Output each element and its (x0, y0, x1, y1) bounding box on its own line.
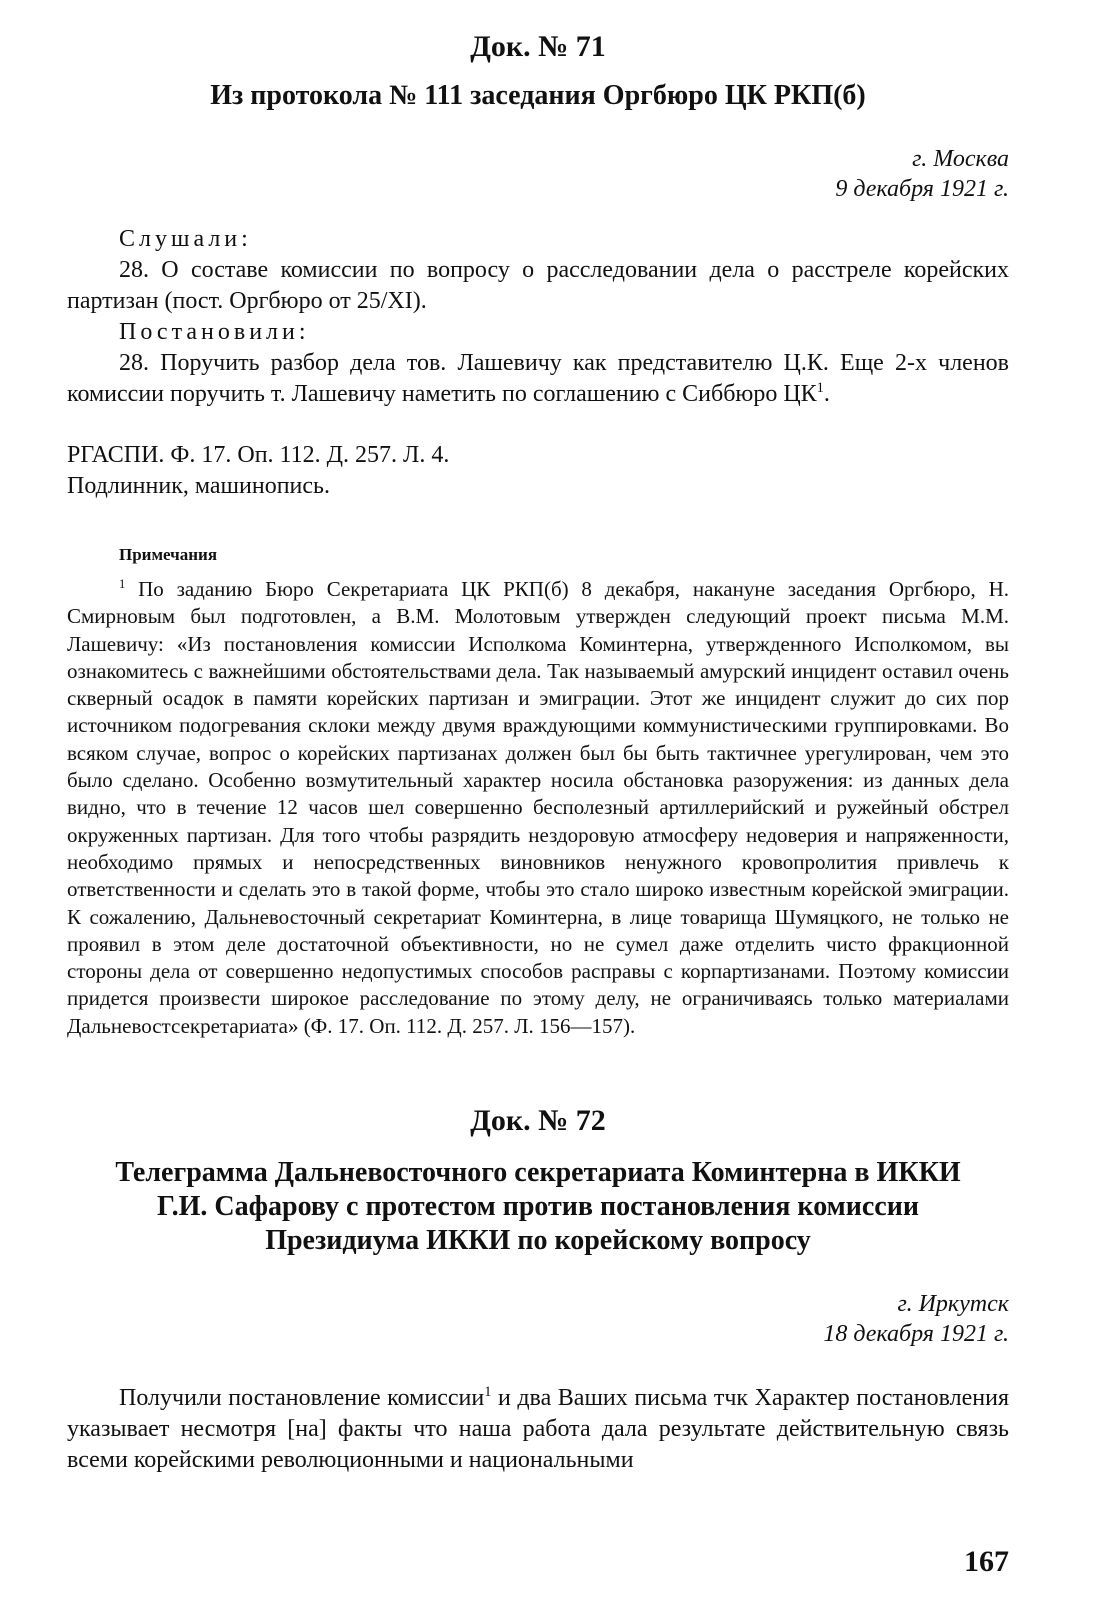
note-1-mark: 1 (119, 577, 126, 591)
doc72-title-line1: Телеграмма Дальневосточного секретариата Коминтерна в ИККИ (115, 1157, 961, 1189)
footnote-ref: 1 (816, 380, 824, 396)
doc71-place: г. Москва (912, 146, 1009, 172)
document-page (67, 0, 1009, 1476)
doc72-title-line3: Президиума ИККИ по корейскому вопросу (265, 1225, 811, 1257)
doc71-source (67, 440, 1009, 502)
heard-text: 28. О составе комиссии по вопросу о расследовании дела о расстреле корейских партизан (пост. Оргбюро от 25/XI). (67, 257, 1009, 314)
heard-label: Слушали: (119, 226, 252, 252)
resolved-label: Постановили: (119, 319, 310, 345)
doc72-title-line2: Г.И. Сафарову с протестом против постановления комиссии (156, 1191, 919, 1223)
source-archive: РГАСПИ. Ф. 17. Оп. 112. Д. 257. Л. 4. (67, 442, 450, 468)
doc72-title (67, 1156, 1009, 1258)
notes-heading: Примечания (119, 545, 218, 564)
resolved-paragraph (67, 348, 1009, 410)
doc72-number: Док. № 72 (470, 1104, 606, 1138)
doc72-date: 18 декабря 1921 г. (823, 1321, 1009, 1348)
doc72-place: г. Иркутск (897, 1291, 1009, 1318)
doc71-date: 9 декабря 1921 г. (835, 176, 1009, 202)
note-1-text: По заданию Бюро Секретариата ЦК РКП(б) 8 декабря, накануне заседания Оргбюро, Н. Смирновым был подготовлен, а В.М. Молотовым утвержден следующий проект письма М.М. Лашевичу: «Из постановления комиссии Исполкома Коминтерна, утвержденного Исполкомом, вы ознакомитесь с важнейшими обстоятельствами дела. Так называемый амурский инцидент оставил очень скверный осадок в памяти корейских партизан и эмиграции. Этот же инцидент служит до сих пор источником подогревания склоки между двумя враждующими коммунистическими группировками. Во всяком случае, вопрос о корейских партизанах должен был бы быть тактичнее урегулирован, чем это было сделано. Особенно возмутительный характер носила обстановка разоружения: из данных дела видно, что в течение 12 часов шел совершенно бесполезный артиллерийский и ружейный обстрел окруженных партизан. Для того чтобы разрядить нездоровую атмосферу недоверия и напряженности, необходимо прямых и непосредственных виновников ненужного кровопролития привлечь к ответственности и сделать это в такой форме, чтобы это стало широко известным корейской эмиграции. К сожалению, Дальневосточный секретариат Коминтерна, в лице товарища Шумяцкого, не только не проявил в этом деле достаточной объективности, но не сумел даже отделить чисто фракционной стороны дела от совершенно недопустимых способов расправы с корпартизанами. Поэтому комиссии придется произвести широкое расследование по этому делу, не ограничиваясь только материалами Дальневостсекретариата» (Ф. 17. Оп. 112. Д. 257. Л. 156—157). (67, 577, 1009, 1038)
doc72-place-date (67, 1289, 1009, 1349)
doc71-body (67, 224, 1009, 410)
resolved-end: . (823, 381, 830, 407)
doc71-title: Из протокола № 111 заседания Оргбюро ЦК РКП(б) (210, 80, 866, 111)
resolved-text: 28. Поручить разбор дела тов. Лашевичу как представителю Ц.К. Еще 2-х членов комиссии поручить т. Лашевичу наметить по соглашению с Сиббюро ЦК (67, 350, 1009, 407)
doc72-text-rest: и два Ваших письма тчк Характер постановления указывает несмотря [на] факты что наша работа дала результате действительную связь всеми корейскими революционными и национальными (67, 1385, 1010, 1474)
doc71-number: Док. № 71 (470, 30, 606, 63)
doc72-text-start: Получили постановление комиссии (119, 1385, 485, 1412)
note-1 (67, 576, 1009, 1040)
page-number: 167 (964, 1545, 1009, 1578)
doc72-text (67, 1383, 1009, 1476)
doc71-place-date (67, 144, 1009, 204)
source-type: Подлинник, машинопись. (67, 473, 330, 499)
doc72-footnote-ref: 1 (484, 1384, 492, 1401)
